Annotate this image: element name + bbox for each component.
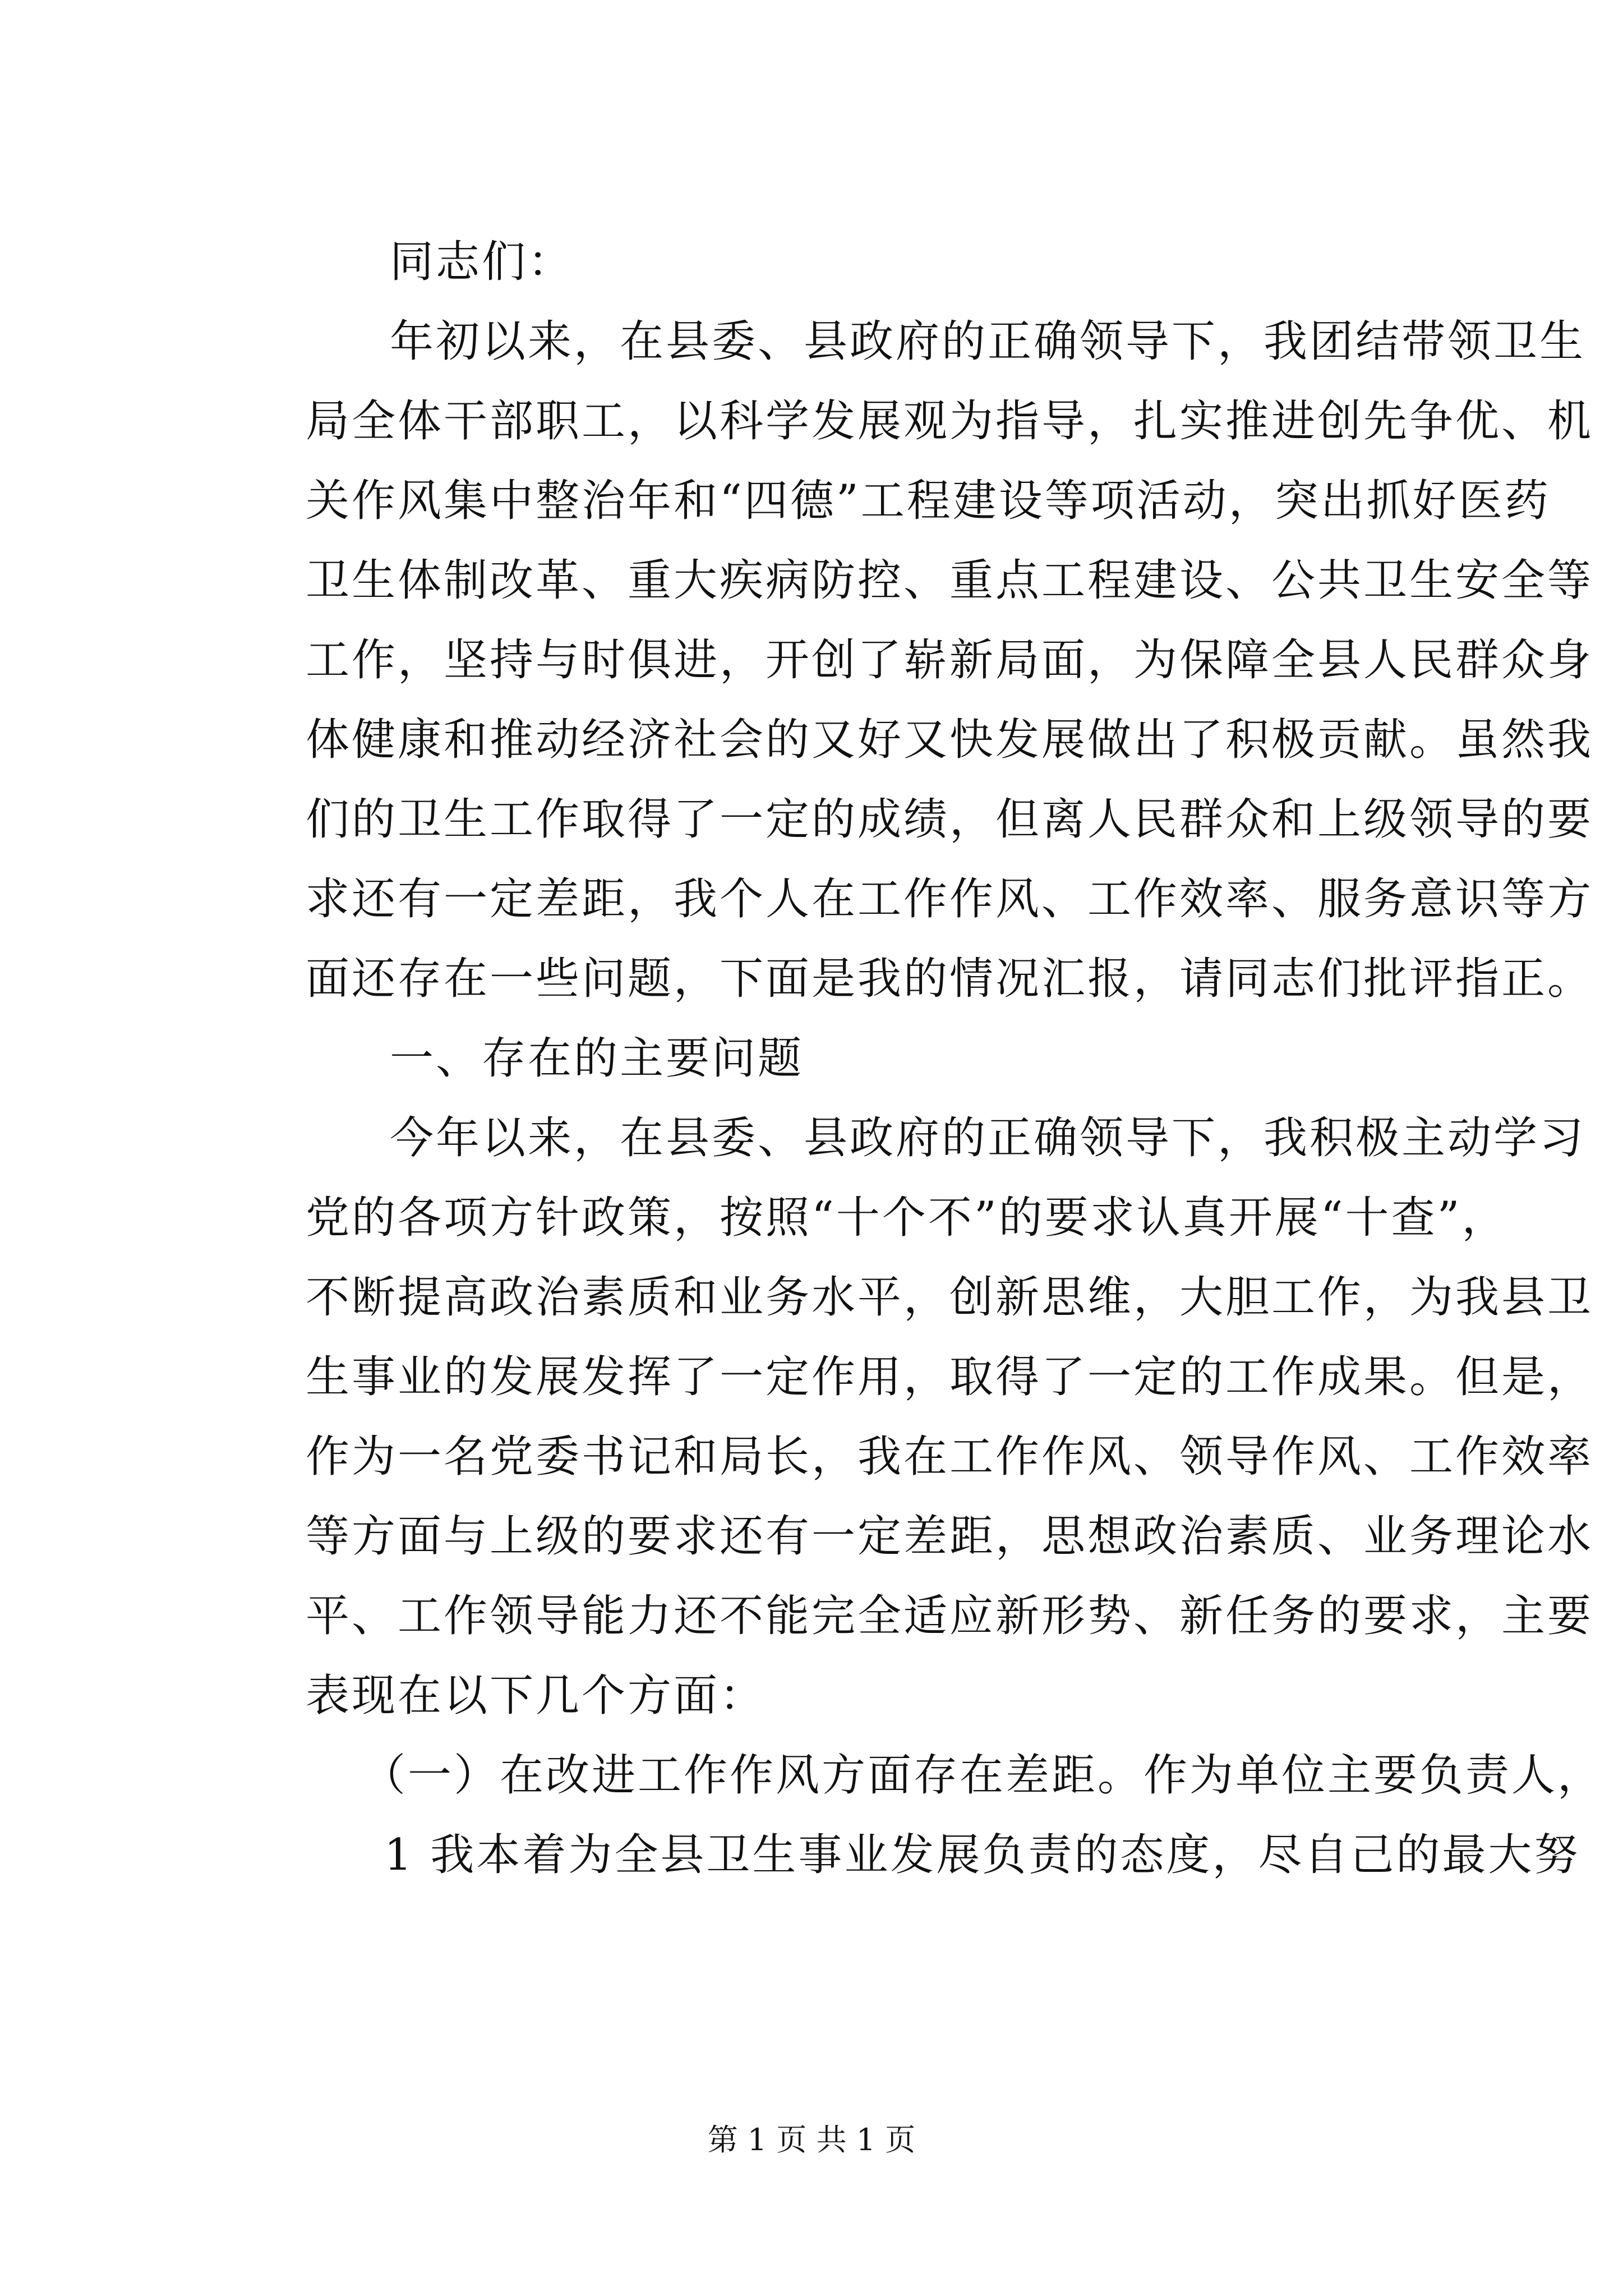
- section-heading: 一、存在的主要问题: [390, 1033, 804, 1084]
- text-line: 1 我本着为全县卫生事业发展负责的态度，尽自己的最大努: [384, 1830, 1580, 1880]
- text-line: 们的卫生工作取得了一定的成绩，但离人民群众和上级领导的要: [306, 794, 1594, 845]
- text-line: 生事业的发展发挥了一定作用，取得了一定的工作成果。但是，: [306, 1352, 1594, 1402]
- subsection-heading: （一）在改进工作作风方面存在差距。作为单位主要负责人，: [362, 1750, 1604, 1801]
- text-line: 表现在以下几个方面：: [306, 1671, 766, 1721]
- text-line: 求还有一定差距，我个人在工作作风、工作效率、服务意识等方: [306, 874, 1594, 924]
- text-line: 年初以来，在县委、县政府的正确领导下，我团结带领卫生: [390, 316, 1586, 367]
- text-line: 体健康和推动经济社会的又好又快发展做出了积极贡献。虽然我: [306, 715, 1594, 765]
- text-line: 卫生体制改革、重大疾病防控、重点工程建设、公共卫生安全等: [306, 555, 1594, 606]
- text-line: 工作，坚持与时俱进，开创了崭新局面，为保障全县人民群众身: [306, 635, 1594, 685]
- text-line: 党的各项方针政策，按照“十个不”的要求认真开展“十查”，: [306, 1193, 1508, 1243]
- text-line: 不断提高政治素质和业务水平，创新思维，大胆工作，为我县卫: [306, 1272, 1594, 1323]
- text-line: 平、工作领导能力还不能完全适应新形势、新任务的要求，主要: [306, 1591, 1594, 1641]
- text-line: 作为一名党委书记和局长，我在工作作风、领导作风、工作效率: [306, 1432, 1594, 1482]
- text-line: 同志们：: [390, 237, 574, 287]
- text-line: 局全体干部职工，以科学发展观为指导，扎实推进创先争优、机: [306, 396, 1594, 447]
- text-line: 等方面与上级的要求还有一定差距，思想政治素质、业务理论水: [306, 1511, 1594, 1562]
- text-line: 关作风集中整治年和“四德”工程建设等项活动，突出抓好医药: [306, 476, 1551, 526]
- text-line: 面还存在一些问题，下面是我的情况汇报，请同志们批评指正。: [306, 954, 1594, 1004]
- text-line: 今年以来，在县委、县政府的正确领导下，我积极主动学习: [390, 1113, 1586, 1163]
- page-footer: 第 1 页 共 1 页: [707, 2122, 916, 2157]
